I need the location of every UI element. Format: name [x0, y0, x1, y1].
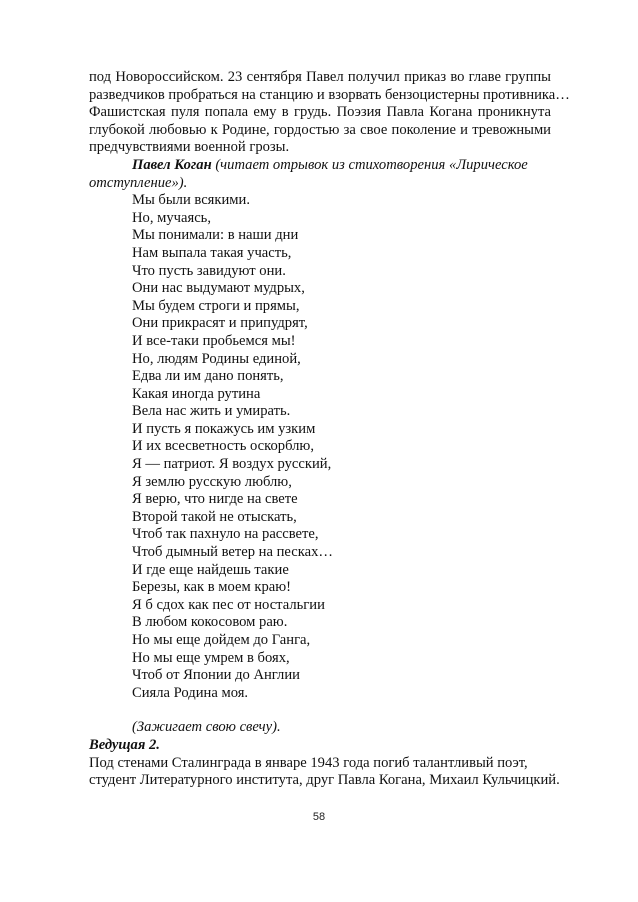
paragraph-line: Фашистская пуля попала ему в грудь. Поэзия Павла Когана проникнута — [89, 104, 551, 121]
paragraph-line: разведчиков пробраться на станцию и взорвать бензоцистерны противника… — [89, 86, 570, 103]
poem-line: Я землю русскую люблю, — [132, 473, 292, 490]
poem-line: Но, людям Родины единой, — [132, 350, 301, 367]
poem-line: В любом кокосовом раю. — [132, 614, 288, 631]
speaker-attribution — [89, 157, 551, 192]
poem-line: Чтоб дымный ветер на песках… — [132, 544, 333, 561]
poem-line: Мы будем строги и прямы, — [132, 297, 300, 314]
paragraph-line: студент Литературного института, друг Павла Когана, Михаил Кульчицкий. — [89, 772, 560, 789]
poem — [89, 192, 551, 702]
page-number: 58 — [312, 811, 326, 823]
poem-line: Чтоб так пахнуло на рассвете, — [132, 526, 319, 543]
poem-line: Второй такой не отыскать, — [132, 508, 297, 525]
attribution-note: (читает отрывок из стихотворения «Лирическое — [211, 156, 528, 173]
poem-line: Нам выпала такая участь, — [132, 244, 292, 261]
paragraph-line: глубокой любовью к Родине, гордостью за свое поколение и тревожными — [89, 121, 551, 138]
page-content — [89, 69, 570, 790]
poem-line: Сияла Родина моя. — [132, 684, 249, 701]
attribution-note-continued: отступление»). — [89, 174, 188, 191]
paragraph-line: Под стенами Сталинграда в январе 1943 года погиб талантливый поэт, — [89, 754, 528, 771]
poem-line: Но мы еще умрем в боях, — [132, 649, 290, 666]
paragraph-line: под Новороссийском. 23 сентября Павел получил приказ во главе группы — [89, 69, 551, 85]
poem-line: Я верю, что нигде на свете — [132, 491, 298, 508]
poem-line: Чтоб от Японии до Англии — [132, 667, 300, 684]
poem-line: И их всесветность оскорблю, — [132, 438, 314, 455]
poem-line: Мы были всякими. — [132, 192, 250, 209]
poem-line: Они прикрасят и припудрят, — [132, 315, 308, 332]
poem-line: Березы, как в моем краю! — [132, 579, 291, 596]
poem-line: Вела нас жить и умирать. — [132, 403, 291, 420]
poem-line: Они нас выдумают мудрых, — [132, 280, 305, 297]
poem-line: Я — патриот. Я воздух русский, — [132, 456, 332, 473]
poem-line: Что пусть завидуют они. — [132, 262, 286, 279]
poem-line: Но мы еще дойдем до Ганга, — [132, 632, 311, 648]
speaker-name: Павел Коган — [132, 156, 212, 173]
poem-line: И пусть я покажусь им узким — [132, 420, 316, 437]
poem-line: Какая иногда рутина — [132, 385, 261, 402]
poem-line: Едва ли им дано понять, — [132, 368, 284, 385]
attribution-line — [89, 157, 551, 175]
paragraph-line: предчувствиями военной грозы. — [89, 139, 290, 156]
stage-direction: (Зажигает свою свечу). — [132, 719, 281, 736]
next-speaker-heading: Ведущая 2. — [89, 736, 160, 753]
poem-line: Мы понимали: в наши дни — [132, 227, 299, 244]
closing-paragraph — [89, 754, 560, 790]
poem-line: И все-таки пробьемся мы! — [132, 332, 296, 349]
intro-paragraph — [89, 69, 570, 157]
poem-line: Я б сдох как пес от ностальгии — [132, 596, 325, 613]
poem-line: И где еще найдешь такие — [132, 561, 289, 578]
poem-line: Но, мучаясь, — [132, 209, 211, 226]
